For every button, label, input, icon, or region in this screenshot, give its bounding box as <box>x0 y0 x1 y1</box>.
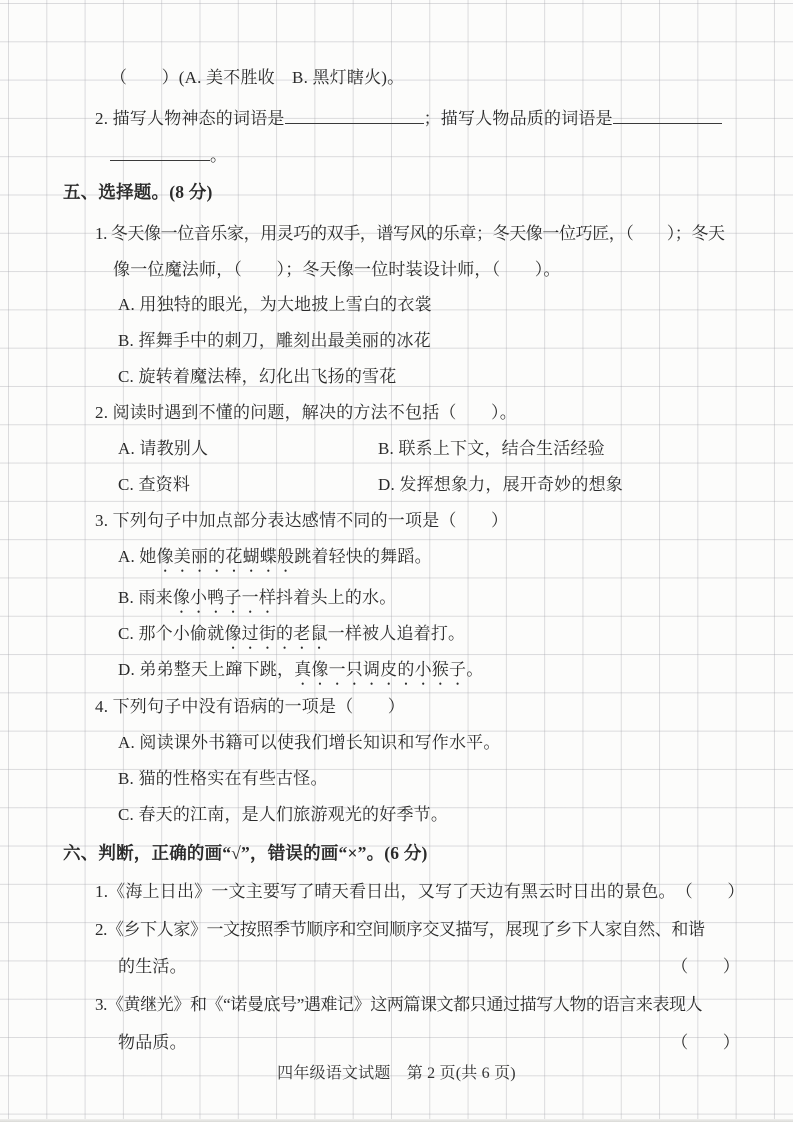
fill-in-blank <box>110 143 210 161</box>
sec5-q1-stem-line1: 1. 冬天像一位音乐家，用灵巧的双手，谱写风的乐章；冬天像一位巧匠，（ ）；冬天 <box>95 224 725 243</box>
sec5-q2-option-c: C. 查资料 <box>118 475 191 494</box>
answer-paren: （ ） <box>671 957 740 976</box>
judge-statement: 的生活。 <box>118 957 187 976</box>
judge-statement: 1.《海上日出》一文主要写了晴天看日出，又写了天边有黑云时日出的景色。 <box>95 882 676 901</box>
sec5-q4-option-c: C. 春天的江南，是人们旅游观光的好季节。 <box>118 805 449 824</box>
answer-paren: （ ） <box>675 882 745 901</box>
fill-in-blank <box>613 106 722 124</box>
sec5-q2-option-b: B. 联系上下文，结合生活经验 <box>378 439 605 458</box>
sec5-q3-option-d <box>118 658 483 689</box>
section6-heading: 六、判断，正确的画“√”，错误的画“×”。(6 分) <box>63 843 428 863</box>
sec4-q2-line <box>95 106 722 131</box>
sec5-q1-option-c: C. 旋转着魔法棒，幻化出飞扬的雪花 <box>118 367 397 386</box>
dotted-emphasis-text: 真像一只调皮的小猴子 <box>294 660 467 679</box>
judge-statement: 物品质。 <box>118 1033 187 1052</box>
option-text: 抖着头上的水。 <box>276 588 397 607</box>
sec6-judge-q3-line1: 3.《黄继光》和《“诺曼底号”遇难记》这两篇课文都只通过描写人物的语言来表现人 <box>95 995 703 1014</box>
dotted-emphasis-text: 像美丽的花蝴蝶般 <box>156 547 295 566</box>
sec5-q3-option-b <box>118 586 396 617</box>
sec6-judge-q3-line2 <box>118 1031 740 1055</box>
option-text: B. 雨来 <box>118 588 173 607</box>
sec4-q2-pre: 2. 描写人物神态的词语是 <box>95 109 285 128</box>
sec5-q4-option-a: A. 阅读课外书籍可以使我们增长知识和写作水平。 <box>118 733 501 752</box>
sec5-q2-option-d: D. 发挥想象力，展开奇妙的想象 <box>378 475 623 494</box>
sec5-q2-option-a: A. 请教别人 <box>118 439 209 458</box>
sec5-q1-option-a: A. 用独特的眼光，为大地披上雪白的衣裳 <box>118 295 432 314</box>
sec5-q2-stem: 2. 阅读时遇到不懂的问题，解决的方法不包括（ ）。 <box>95 403 517 422</box>
option-text: 跳着轻快的舞蹈。 <box>294 547 432 566</box>
sec5-q3-stem: 3. 下列句子中加点部分表达感情不同的一项是（ ） <box>95 511 509 530</box>
sec4-q2-period: 。 <box>210 146 228 165</box>
sec5-q4-stem: 4. 下列句子中没有语病的一项是（ ） <box>95 697 405 716</box>
option-text: 一样被人追着打。 <box>327 624 466 643</box>
sec5-q1-option-b: B. 挥舞手中的刺刀，雕刻出最美丽的冰花 <box>118 331 431 350</box>
option-text: D. 弟弟整天上蹿下跳， <box>118 660 295 679</box>
option-text: A. 她 <box>118 547 157 566</box>
sec4-q2-continuation <box>110 143 227 168</box>
dotted-emphasis-text: 像小鸭子一样 <box>172 588 277 607</box>
fill-in-blank <box>285 106 424 124</box>
option-text: 。 <box>466 660 484 679</box>
answer-paren: （ ） <box>671 1033 740 1052</box>
dotted-emphasis-text: 像过街的老鼠 <box>224 624 328 643</box>
sec6-judge-q1 <box>95 880 745 904</box>
page-footer: 四年级语文试题 第 2 页(共 6 页) <box>277 1065 516 1082</box>
sec5-q1-stem-line2: 像一位魔法师，（ ）；冬天像一位时装设计师，（ ）。 <box>113 260 561 279</box>
sec4-answer-choices-line: （ ）(A. 美不胜收 B. 黑灯瞎火)。 <box>110 68 405 87</box>
sec5-q3-option-c <box>118 622 465 653</box>
sec5-q4-option-b: B. 猫的性格实在有些古怪。 <box>118 769 328 788</box>
sec6-judge-q2-line1: 2.《乡下人家》一文按照季节顺序和空间顺序交叉描写，展现了乡下人家自然、和谐 <box>95 920 705 939</box>
option-text: C. 那个小偷就 <box>118 624 225 643</box>
section5-heading: 五、选择题。(8 分) <box>63 182 213 202</box>
sec5-q3-option-a <box>118 545 432 576</box>
sec4-q2-mid: ；描写人物品质的词语是 <box>423 109 613 128</box>
sec6-judge-q2-line2 <box>118 955 740 979</box>
